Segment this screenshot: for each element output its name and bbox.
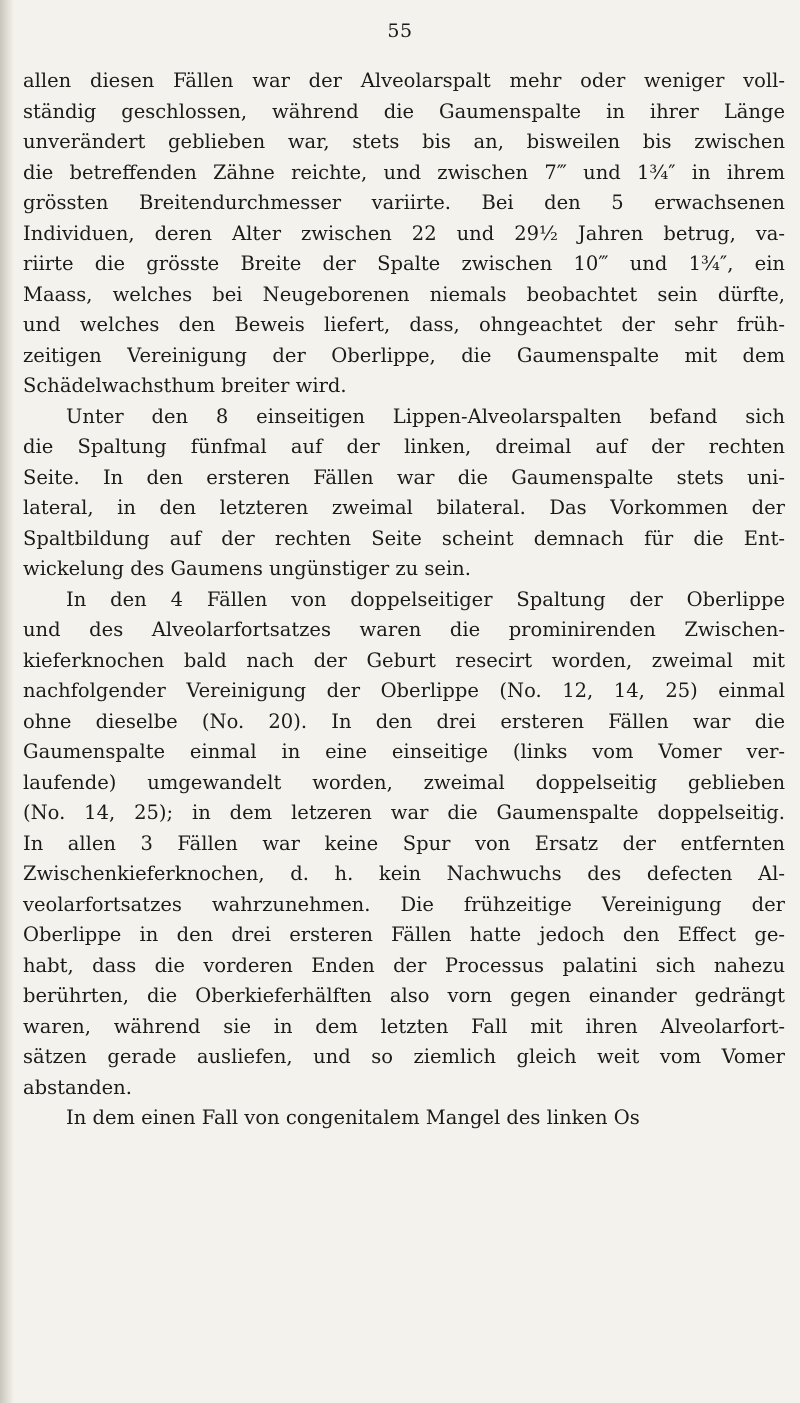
text-line: grössten Breitendurchmesser variirte. Bei den 5 erwachsenen — [23, 191, 785, 214]
text-line: allen diesen Fällen war der Alveolarspalt mehr oder weniger voll- — [23, 69, 785, 92]
text-line: die betreffenden Zähne reichte, und zwischen 7‴ und 1¾″ in ihrem — [23, 160, 785, 184]
page-number: 55 — [387, 20, 413, 42]
text-line: abstanden. — [23, 1075, 132, 1099]
text-line: unverändert geblieben war, stets bis an, bisweilen bis zwischen — [23, 130, 785, 153]
paragraph — [23, 1103, 785, 1134]
text-line: riirte die grösste Breite der Spalte zwischen 10‴ und 1¾″, ein — [23, 252, 785, 275]
text-line: Spaltbildung auf der rechten Seite scheint demnach für die Ent- — [23, 526, 785, 550]
text-line: kieferknochen bald nach der Geburt resecirt worden, zweimal mit — [23, 648, 785, 672]
text-line: Oberlippe in den drei ersteren Fällen hatte jedoch den Effect ge- — [23, 923, 785, 946]
text-line: Individuen, deren Alter zwischen 22 und 29½ Jahren betrug, va- — [23, 221, 785, 245]
text-line: Schädelwachsthum breiter wird. — [23, 374, 347, 397]
text-line: Maass, welches bei Neugeborenen niemals beobachtet sein dürfte, — [23, 282, 785, 306]
paragraph — [23, 66, 785, 402]
text-line: Unter den 8 einseitigen Lippen-Alveolarspalten befand sich — [66, 404, 785, 428]
text-line: Seite. In den ersteren Fällen war die Gaumenspalte stets uni- — [23, 465, 785, 489]
text-line: In allen 3 Fällen war keine Spur von Ersatz der entfernten — [23, 831, 785, 855]
body-text — [23, 66, 785, 1134]
text-line: und des Alveolarfortsatzes waren die prominirenden Zwischen- — [23, 618, 785, 641]
text-line: (No. 14, 25); in dem letzeren war die Gaumenspalte doppelseitig. — [23, 801, 785, 824]
binding-gutter — [0, 0, 14, 1403]
text-line: laufende) umgewandelt worden, zweimal doppelseitig geblieben — [23, 770, 785, 794]
text-line: In den 4 Fällen von doppelseitiger Spaltung der Oberlippe — [66, 587, 785, 611]
text-line: In dem einen Fall von congenitalem Mangel des linken Os — [66, 1106, 640, 1129]
text-line: ohne dieselbe (No. 20). In den drei ersteren Fällen war die — [23, 709, 785, 733]
text-line: die Spaltung fünfmal auf der linken, dreimal auf der rechten — [23, 435, 785, 458]
text-line: sätzen gerade ausliefen, und so ziemlich gleich weit vom Vomer — [23, 1045, 785, 1068]
text-line: waren, während sie in dem letzten Fall mit ihren Alveolarfort- — [23, 1014, 785, 1038]
text-line: berührten, die Oberkieferhälften also vorn gegen einander gedrängt — [23, 984, 785, 1007]
text-line: Zwischenkieferknochen, d. h. kein Nachwuchs des defecten Al- — [23, 862, 785, 885]
paragraph — [23, 585, 785, 1104]
text-line: veolarfortsatzes wahrzunehmen. Die frühzeitige Vereinigung der — [23, 892, 785, 916]
text-line: und welches den Beweis liefert, dass, ohngeachtet der sehr früh- — [23, 313, 785, 336]
text-line: habt, dass die vorderen Enden der Processus palatini sich nahezu — [23, 953, 785, 977]
text-line: lateral, in den letzteren zweimal bilateral. Das Vorkommen der — [23, 496, 785, 519]
paragraph — [23, 402, 785, 585]
text-line: wickelung des Gaumens ungünstiger zu sein. — [23, 557, 471, 580]
text-line: zeitigen Vereinigung der Oberlippe, die Gaumenspalte mit dem — [23, 343, 785, 367]
text-line: ständig geschlossen, während die Gaumenspalte in ihrer Länge — [23, 99, 785, 123]
text-line: Gaumenspalte einmal in eine einseitige (links vom Vomer ver- — [23, 740, 785, 763]
text-line: nachfolgender Vereinigung der Oberlippe (No. 12, 14, 25) einmal — [23, 679, 785, 702]
